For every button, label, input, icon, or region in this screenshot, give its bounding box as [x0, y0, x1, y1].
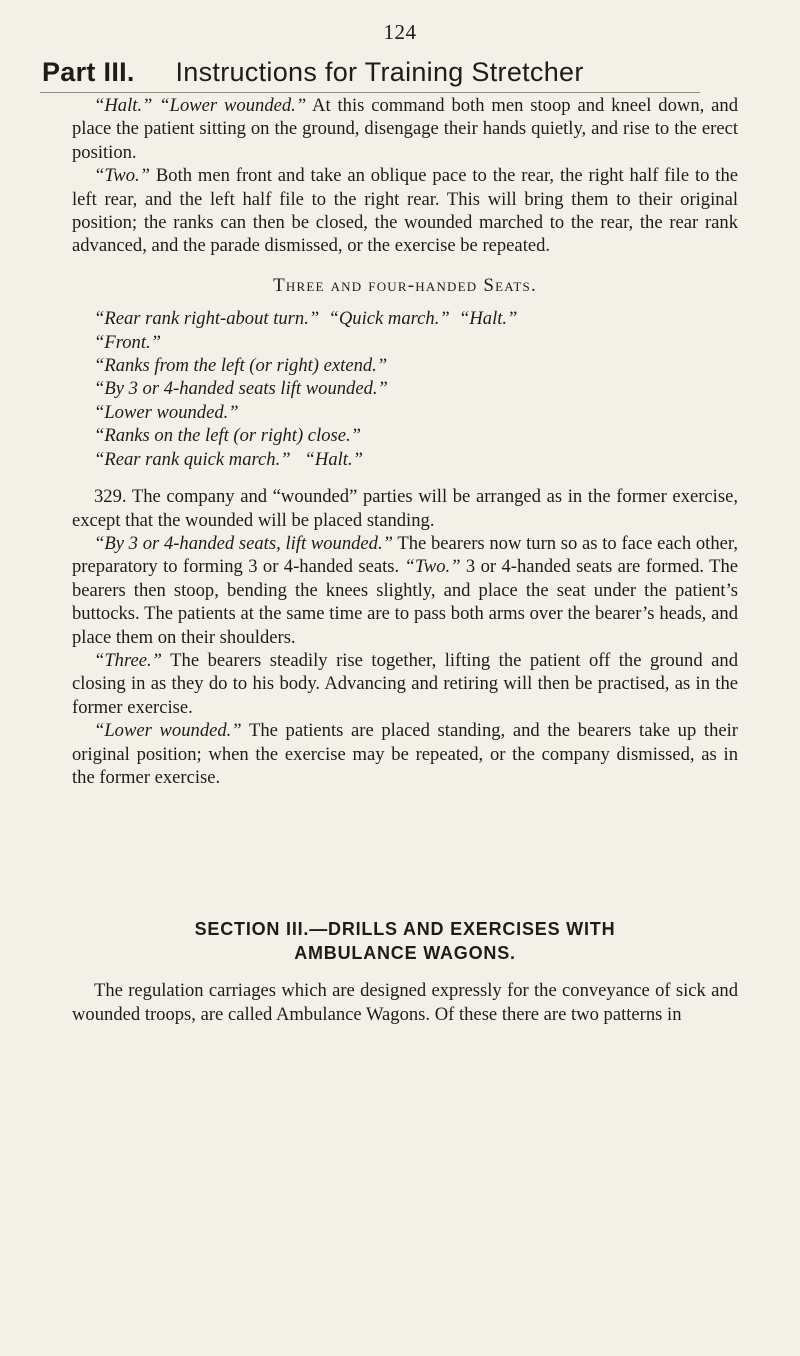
paragraph-two [72, 164, 738, 258]
page-number: 124 [383, 20, 417, 44]
command-line [72, 424, 738, 447]
command-line [72, 377, 738, 400]
command-line [72, 354, 738, 377]
command-rear-rank-about-turn: “Rear rank right-about turn.” [94, 308, 320, 330]
command-quick-march: “Quick march.” [328, 308, 450, 330]
paragraph-text: 3 or 4-handed seats are formed. The bearers then stoop, bending the knees slightly, and place the seat under the patient’s buttocks. The patients at the same time are to pass both arms over the bearer’s heads, and place them on their shoulders. [72, 556, 738, 648]
paragraph-halt-lower-wounded [72, 94, 738, 164]
running-head-part: Part III. [42, 57, 135, 87]
section-heading [72, 917, 738, 965]
body-text [72, 94, 738, 1026]
paragraph-three [72, 649, 738, 719]
command-line [72, 307, 738, 330]
command-halt: “Halt.” [459, 308, 518, 330]
command-two: “Two.” [404, 556, 461, 578]
command-lower-wounded: “Lower wounded.” [159, 95, 307, 116]
paragraph-text: Both men front and take an oblique pace to the rear, the right half file to the left rear, and the left half file to the right rear. This will bring them to their original position; the ranks can then be closed, the wounded marched to the rear, the rear rank advanced, and the parade dismissed, or the exercise be repeated. [72, 165, 738, 257]
command-front: “Front.” [94, 331, 161, 353]
command-line [72, 331, 738, 354]
command-line [72, 401, 738, 424]
command-lift-wounded: “By 3 or 4-handed seats, lift wounded.” [94, 532, 393, 554]
command-two: “Two.” [94, 165, 150, 187]
paragraph-text: At this command both men stoop and kneel down, and place the patient sitting on the ground, disengage their hands quietly, and rise to the erect position. [72, 95, 739, 163]
paragraph-text: The patients are placed standing, and the bearers take up their original position; when the exercise may be repeated, or the company dismissed, as in the former exercise. [72, 720, 738, 788]
command-halt: “Halt.” [304, 448, 363, 470]
paragraph-text: The bearers now turn so as to face each other, preparatory to forming 3 or 4-handed seats. [72, 532, 738, 578]
running-head [42, 55, 742, 89]
command-halt: “Halt.” [94, 95, 153, 116]
subheading-seats: Three and four-handed Seats. [273, 274, 537, 296]
command-lower-wounded: “Lower wounded.” [94, 720, 242, 742]
paragraph-text: The company and “wounded” parties will be arranged as in the former exercise, except that the wounded will be placed standing. [72, 486, 738, 531]
command-ranks-close: “Ranks on the left (or right) close.” [94, 425, 362, 447]
running-head-rule [40, 92, 700, 93]
command-line [72, 448, 738, 471]
command-lower-wounded: “Lower wounded.” [94, 401, 239, 423]
section-heading-line: AMBULANCE WAGONS. [294, 943, 516, 964]
paragraph-lower-wounded [72, 719, 738, 789]
running-head-title: Instructions for Training Stretcher [175, 57, 584, 87]
paragraph-text: The bearers steadily rise together, lifting the patient off the ground and closing in as they do to his body. Advancing and retiring will then be practised, as in the former exercise. [72, 649, 738, 718]
command-ranks-extend: “Ranks from the left (or right) extend.” [94, 355, 388, 377]
paragraph-329 [72, 485, 738, 532]
paragraph-number: 329. [94, 486, 127, 508]
paragraph-regulation: The regulation carriages which are designed expressly for the conveyance of sick and wounded troops, are called Ambulance Wagons. Of these there are two patterns in [72, 980, 738, 1025]
paragraph-lift-wounded [72, 532, 738, 649]
command-three: “Three.” [94, 649, 163, 671]
command-rear-rank-quick-march: “Rear rank quick march.” [94, 448, 291, 470]
section-heading-line: SECTION III.—DRILLS AND EXERCISES WITH [194, 919, 616, 940]
command-lift-wounded: “By 3 or 4-handed seats lift wounded.” [94, 378, 388, 400]
